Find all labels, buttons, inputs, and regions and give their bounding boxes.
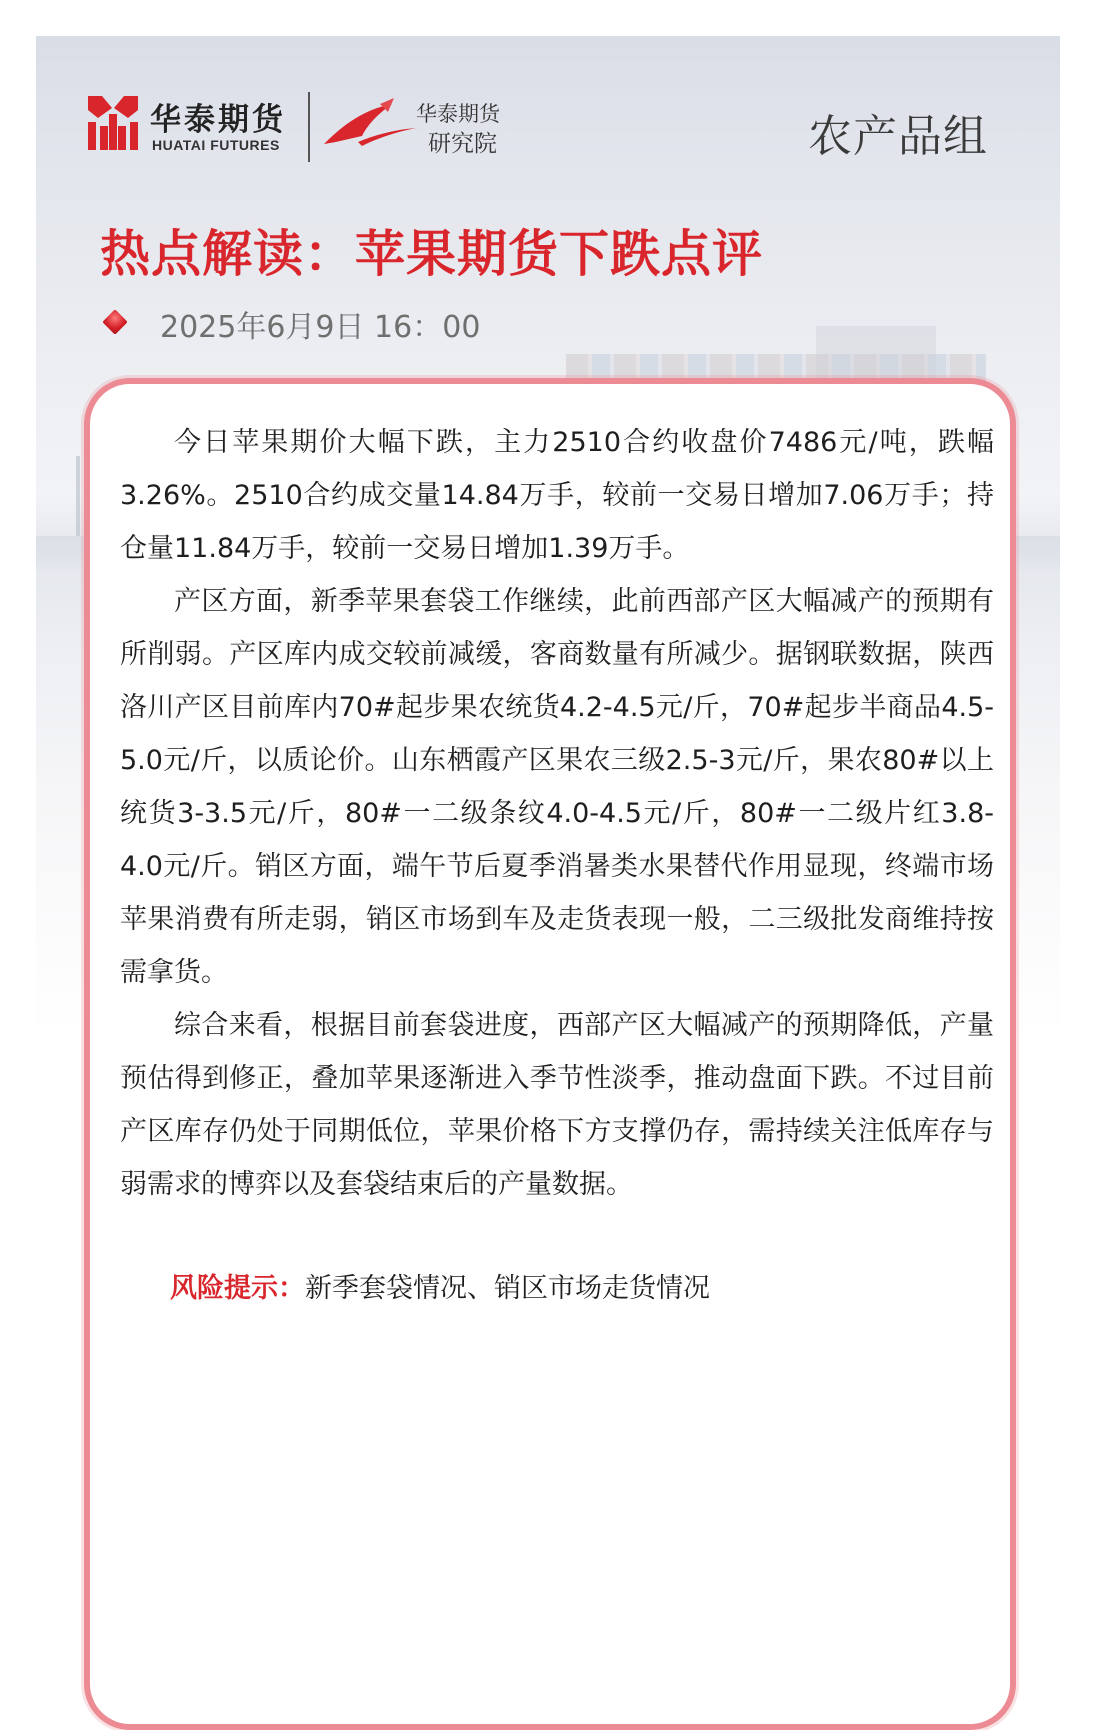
logo-divider bbox=[308, 92, 310, 162]
institute-swoosh-icon bbox=[322, 96, 418, 150]
huatai-logo-icon bbox=[88, 96, 138, 150]
article-title: 热点解读：苹果期货下跌点评 bbox=[100, 225, 763, 283]
article-body bbox=[120, 416, 994, 1211]
paragraph-supply-demand: 产区方面，新季苹果套袋工作继续，此前西部产区大幅减产的预期有所削弱。产区库内成交较前减缓，客商数量有所减少。据钢联数据，陕西洛川产区目前库内70#起步果农统货4.2-4.5元/斤，70#起步半商品4.5-5.0元/斤，以质论价。山东栖霞产区果农三级2.5-3元/斤，果农80#以上统货3-3.5元/斤，80#一二级条纹4.0-4.5元/斤，80#一二级片红3.8-4.0元/斤。销区方面，端午节后夏季消暑类水果替代作用显现，终端市场苹果消费有所走弱，销区市场到车及走货表现一般，二三级批发商维持按需拿货。 bbox=[120, 586, 994, 988]
research-group-label: 农产品组 bbox=[808, 111, 988, 162]
institute-name-line1: 华泰期货 bbox=[416, 102, 500, 126]
paragraph-summary: 综合来看，根据目前套袋进度，西部产区大幅减产的预期降低，产量预估得到修正，叠加苹果逐渐进入季节性淡季，推动盘面下跌。不过目前产区库存仍处于同期低位，苹果价格下方支撑仍存，需持续关注低库存与弱需求的博弈以及套袋结束后的产量数据。 bbox=[120, 1010, 994, 1200]
institute-name-line2: 研究院 bbox=[428, 131, 497, 157]
risk-notice bbox=[170, 1266, 710, 1305]
publish-datetime: 2025年6月9日 16：00 bbox=[160, 310, 481, 345]
ship-bridge-image bbox=[816, 326, 936, 386]
paragraph-market: 今日苹果期价大幅下跌，主力2510合约收盘价7486元/吨，跌幅3.26%。2510合约成交量14.84万手，较前一交易日增加7.06万手；持仓量11.84万手，较前一交易日增加1.39万手。 bbox=[120, 427, 994, 564]
brand-name-en: HUATAI FUTURES bbox=[152, 137, 280, 153]
brand-name-cn: 华泰期货 bbox=[150, 102, 286, 138]
crane-image bbox=[76, 456, 80, 536]
risk-label: 风险提示： bbox=[170, 1273, 305, 1304]
risk-text: 新季套袋情况、销区市场走货情况 bbox=[305, 1273, 710, 1304]
